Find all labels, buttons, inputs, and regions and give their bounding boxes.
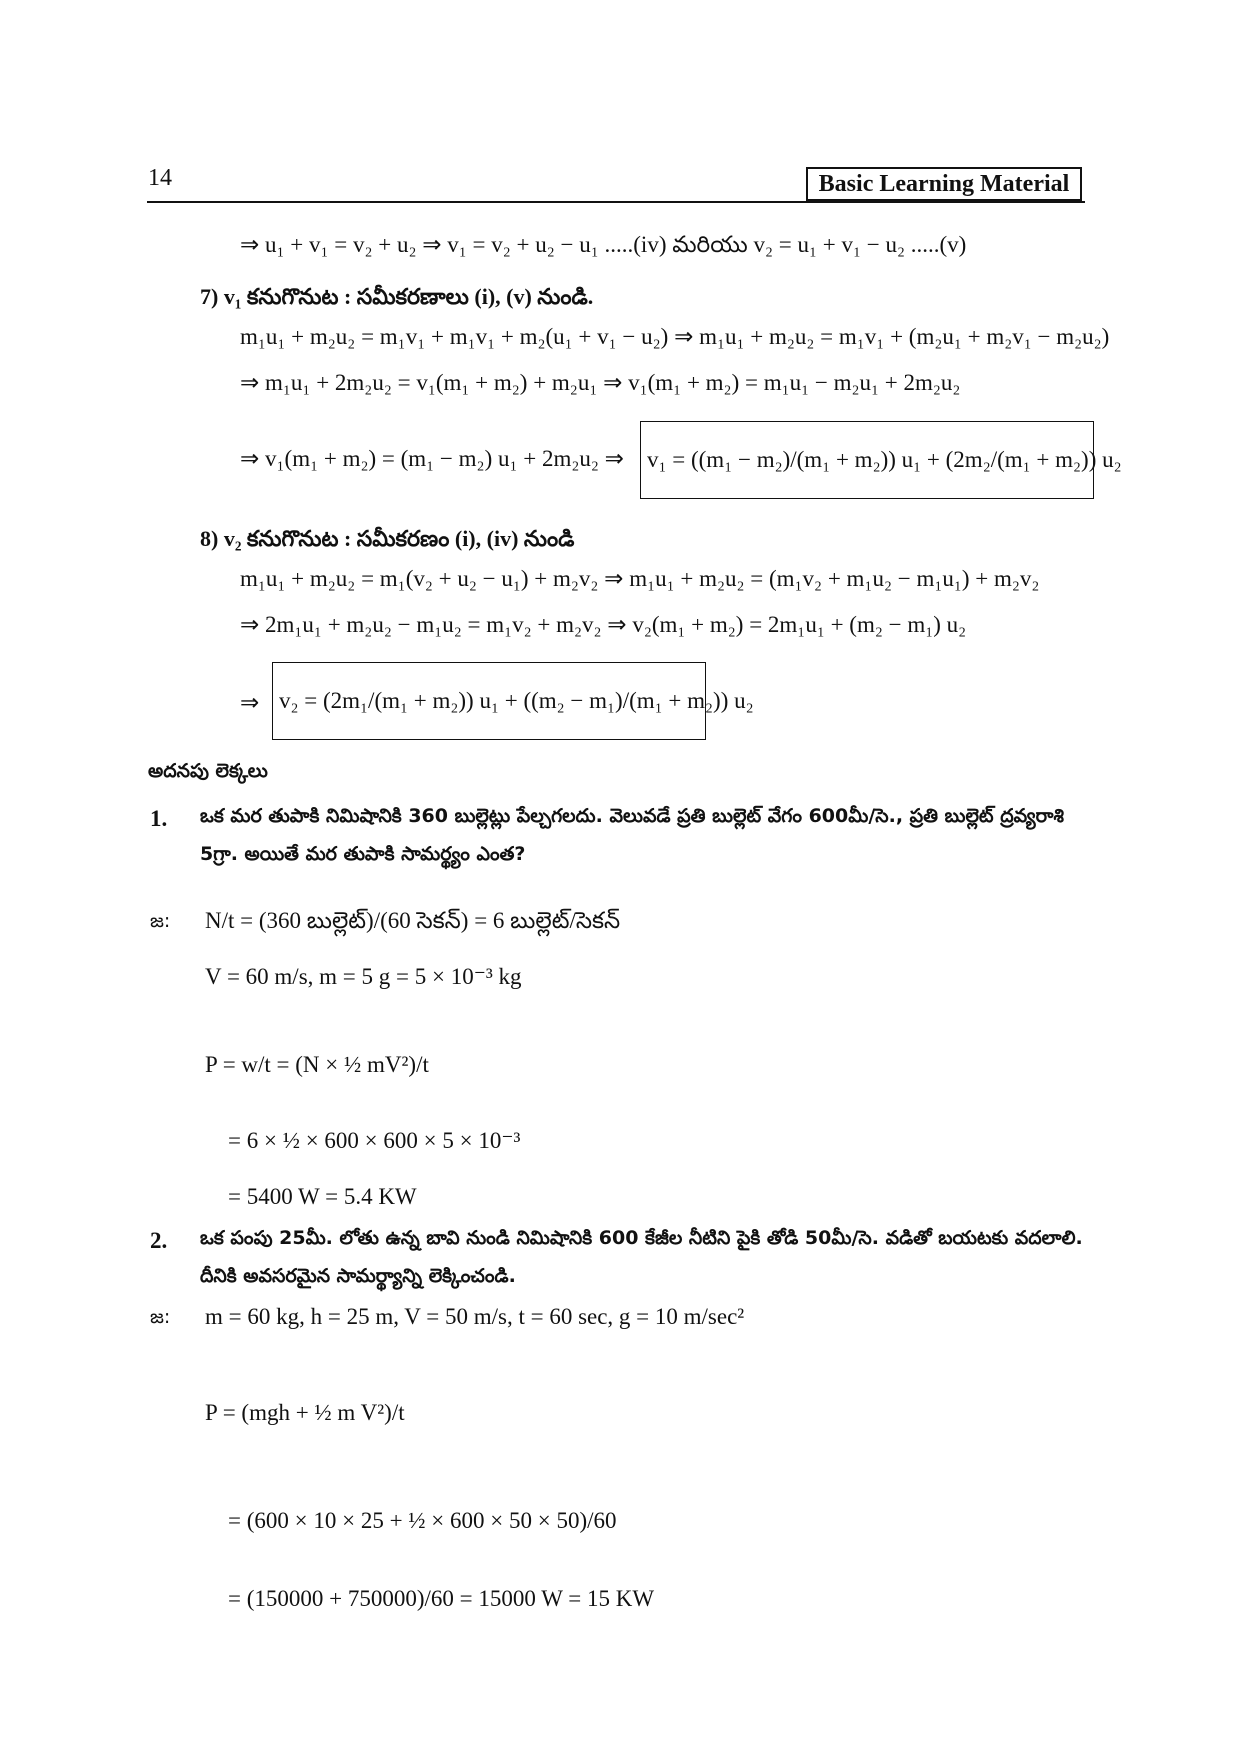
step-7-heading: 7) v₁ కనుగొనుట : సమీకరణాలు (i), (v) నుండి. xyxy=(200,284,594,309)
q1-answer-line-5: = 5400 W = 5.4 KW xyxy=(228,1184,417,1209)
v2-result-box: v₂ = (2m₁/(m₁ + m₂)) u₁ + ((m₂ − m₁)/(m₁ + m₂)) u₂ xyxy=(272,662,706,740)
q2-answer-line-1: m = 60 kg, h = 25 m, V = 50 m/s, t = 60 sec, g = 10 m/sec² xyxy=(205,1304,745,1329)
step-8-heading: 8) v₂ కనుగొనుట : సమీకరణం (i), (iv) నుండి xyxy=(200,526,575,551)
q2-answer-line-3: = (600 × 10 × 25 + ½ × 600 × 50 × 50)/60 xyxy=(228,1508,617,1533)
q1-answer-line-3: P = w/t = (N × ½ mV²)/t xyxy=(205,1052,429,1077)
page-number: 14 xyxy=(148,165,172,191)
q2-text: ఒక పంపు 25మీ. లోతు ఉన్న బావి నుండి నిమిషానికి 600 కేజీల నీటిని పైకి తోడి 50మీ/సె. వడితో బయటకు వదలాలి. దీనికి అవసరమైన సామర్థ్యాన్ని లెక్కించండి. xyxy=(200,1227,1083,1287)
step-8-equation-1: m₁u₁ + m₂u₂ = m₁(v₂ + u₂ − u₁) + m₂v₂ ⇒ m₁u₁ + m₂u₂ = (m₁v₂ + m₁u₂ − m₁u₁) + m₂v₂ xyxy=(240,566,1040,591)
q2-answer-line-2: P = (mgh + ½ m V²)/t xyxy=(205,1400,405,1425)
v1-result-box: v₁ = ((m₁ − m₂)/(m₁ + m₂)) u₁ + (2m₂/(m₁ + m₂)) u₂ xyxy=(640,421,1094,499)
header-rule xyxy=(147,201,1085,203)
running-header-title: Basic Learning Material xyxy=(806,167,1082,201)
step-8-arrow: ⇒ xyxy=(240,690,260,715)
q2-answer-line-4: = (150000 + 750000)/60 = 15000 W = 15 KW xyxy=(228,1586,655,1611)
step-7-equation-1: m₁u₁ + m₂u₂ = m₁v₁ + m₁v₁ + m₂(u₁ + v₁ − u₂) ⇒ m₁u₁ + m₂u₂ = m₁v₁ + (m₂u₁ + m₂v₁ − m₂u₂) xyxy=(240,324,1110,349)
q1-text: ఒక మర తుపాకి నిమిషానికి 360 బుల్లెట్లు పేల్చగలదు. వెలువడే ప్రతి బుల్లెట్ వేగం 600మీ/సె., ప్రతి బుల్లెట్ ద్రవ్యరాశి 5గ్రా. అయితే మర తుపాకి సామర్థ్యం ఎంత? xyxy=(200,805,1064,865)
q2-number: 2. xyxy=(150,1228,168,1253)
q1-answer-line-4: = 6 × ½ × 600 × 600 × 5 × 10⁻³ xyxy=(228,1128,521,1153)
extra-problems-title: అదనపు లెక్కలు xyxy=(148,760,268,782)
q1-answer-line-2: V = 60 m/s, m = 5 g = 5 × 10⁻³ kg xyxy=(205,964,522,989)
q1-answer-label: జ: xyxy=(150,910,171,932)
step-7-equation-3: ⇒ v₁(m₁ + m₂) = (m₁ − m₂) u₁ + 2m₂u₂ ⇒ xyxy=(240,446,624,471)
equation-iv-v: ⇒ u₁ + v₁ = v₂ + u₂ ⇒ v₁ = v₂ + u₂ − u₁ .....(iv) మరియు v₂ = u₁ + v₁ − u₂ .....(v) xyxy=(240,232,967,257)
step-7-equation-2: ⇒ m₁u₁ + 2m₂u₂ = v₁(m₁ + m₂) + m₂u₁ ⇒ v₁(m₁ + m₂) = m₁u₁ − m₂u₁ + 2m₂u₂ xyxy=(240,370,961,395)
q2-answer-label: జ: xyxy=(150,1306,171,1328)
step-8-equation-2: ⇒ 2m₁u₁ + m₂u₂ − m₁u₂ = m₁v₂ + m₂v₂ ⇒ v₂(m₁ + m₂) = 2m₁u₁ + (m₂ − m₁) u₂ xyxy=(240,612,967,637)
q1-number: 1. xyxy=(150,806,168,831)
q1-answer-line-1: N/t = (360 బుల్లెట్)/(60 సెకన్) = 6 బుల్లెట్/సెకన్ xyxy=(205,908,621,933)
